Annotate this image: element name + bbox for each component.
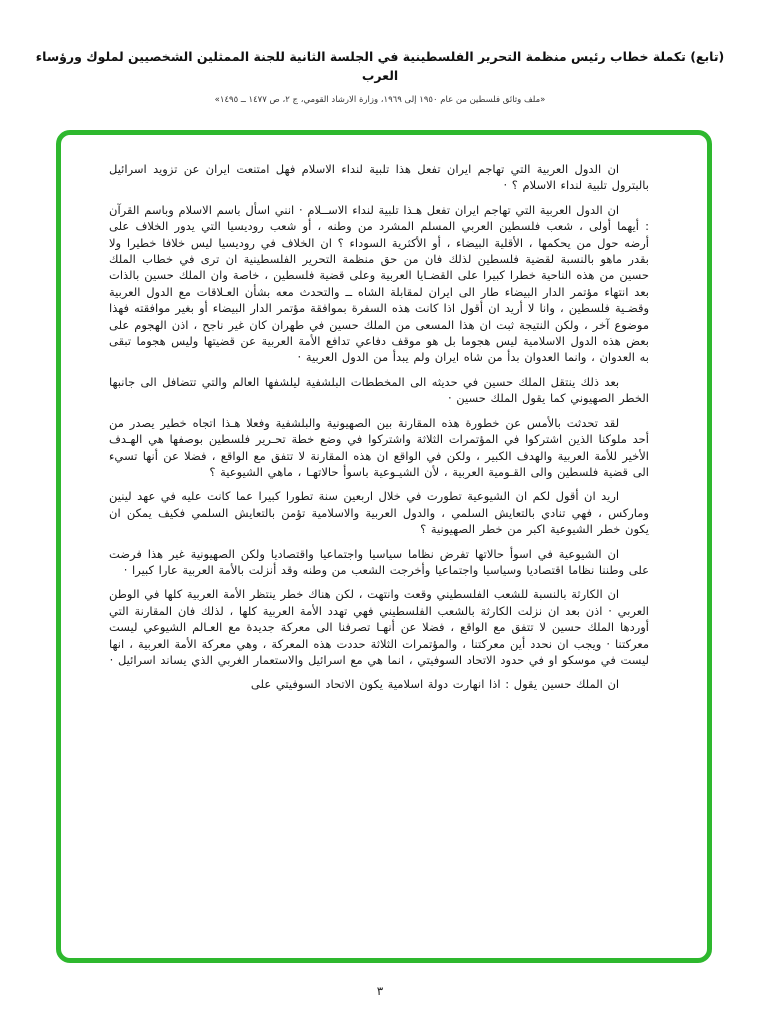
paragraph: لقد تحدثت بالأمس عن خطورة هذه المقارنة بين الصهيونية والبلشفية وفعلا هـذا اتجاه خطير يصدر من أحد ملوكنا الذين اشتركوا في المؤتمرات الثلاثة واشتركوا في وضع خطة تحـرير فلسطين بوصفها هي الهـدف الأخير للأمة العربية والهدف الكبير ، ولكن في الواقع ان هذه المقارنة لا تتفق مع الواقع ، فضلا عن أنها تسيء الى قضية فلسطين والى القـومية العربية ، لأن الشيـوعية باسوأ حالاتهـا ، ماهي الشيوعية ؟ — [109, 415, 649, 479]
paragraph: اريد ان أقول لكم ان الشيوعية تطورت في خلال اربعين سنة تطورا كبيرا عما كانت عليه في عهد لينين وماركس ، فهي تنادي بالتعايش السلمي ، والدول العربية والاسلامية تؤمن بالتعايش السلمي فكيف يمكن ان يكون خطر الشيوعية اكبر من خطر الصهيونية ؟ — [109, 489, 649, 537]
green-border-frame — [56, 130, 712, 963]
paragraph: ان الدول العربية التي تهاجم ايران تفعل هذا تلبية لنداء الاسلام فهل امتنعت ايران عن تزويد اسرائيل بالبترول تلبية لنداء الاسلام ؟ · — [109, 162, 649, 193]
document-header — [30, 48, 730, 105]
body-text — [109, 161, 649, 693]
paragraph: ان الدول العربية التي تهاجم ايران تفعل هـذا تلبية لنداء الاســلام · انني اسأل باسم الاسلام وباسم القرآن : أيهما أولى ، شعب فلسطين العربي المسلم المشرد من وطنه ، أو شعب روديسيا التي يدور الخلاف على أرضه حول من يحكمها ، الأقلية البيضاء ، أو الأكثرية السوداء ؟ ان الخلاف في روديسيا ليس خلافا خطيرا ولا بقدر ماهو بالنسبة لقضية فلسطين لذلك فان من حق منظمة التحرير الفلسطينية ان ترى في خطاب الملك حسين من هذه الناحية خطرا كبيرا على القضـايا العربية وعلى قضية فلسطين ، خاصة وان الملك حسين بالذات بعد انتهاء مؤتمر الدار البيضاء طار الى ايران لمقابلة الشاه ــ والتحدث معه بشأن العـلاقات مع الدول العربية وقضـية فلسطين ، وانا لا أريد ان أقول اذا كانت هذه السفرة بموافقة مؤتمر الدار البيضاء أو بغير موافقته فهذا موضوع آخر ، ولكن النتيجة ثبت ان هذا المسعى من الملك حسين في طهران كان غير ناجح ، اذن الهجوم على بعض هذه الدول الاسلامية ليس هجوما بل هو موقف دفاعي تدافع الأمة العربية عن قضيتها وليس هجوما تبقى به العدوان ، وانما العدوان بدأ من شاه ايران ولم يبدأ من الدول العربية · — [109, 202, 649, 365]
document-title: (تابع) تكملة خطاب رئيس منظمة التحرير الفلسطينية في الجلسة الثانية للجنة الممثلين الشخصيين لملوك ورؤساء العرب — [35, 49, 725, 83]
paragraph: بعد ذلك ينتقل الملك حسين في حديثه الى المخططات البلشفية ليلشفها العالم والتي تتضافل الى جانبها الخطر الصهيوني كما يقول الملك حسين · — [109, 374, 649, 406]
paragraph: ان الشيوعية في اسوأ حالاتها تفرض نظاما سياسيا واجتماعيا واقتصاديا ولكن الصهيونية غير هذا فرضت على وطننا نظاما اقتصاديا وسياسيا واجتماعيا وأخرجت الشعب من وطنه وقد أنزلت بالأمة العربية عارا كبيرا · — [109, 546, 649, 577]
paragraph: ان الكارثة بالنسبة للشعب الفلسطيني وقعت وانتهت ، لكن هناك خطر ينتظر الأمة العربية كلها في الوطن العربي · اذن بعد ان نزلت الكارثة بالشعب الفلسطيني فهي تهدد الأمة العربية كلها ، لذلك فان المقارنة التي أوردها الملك حسين لا تتفق مع الواقع ، فضلا عن أنهـا تصرفنا الى معركة جديدة مع العـالم الشيوعي ليست معركتنا · ويجب ان نحدد أين معركتنا ، والمؤتمرات الثلاثة حددت هذه المعركة ، وهي معركة الأمة العربية ، انها ليست في موسكو او في حدود الاتحاد السوفيتي ، انما هي مع اسرائيل والاستعمار الغربي الذي يساند اسرائيل · — [109, 587, 649, 667]
source-citation: «ملف وثائق فلسطين من عام ١٩٥٠ إلى ١٩٦٩، وزارة الارشاد القومي، ج ٢، ص ١٤٧٧ ــ ١٤٩٥» — [214, 94, 546, 105]
page-number: ٣ — [376, 984, 384, 998]
paragraph: ان الملك حسين يقول : اذا انهارت دولة اسلامية يكون الاتحاد السوفيتي على — [250, 677, 620, 692]
